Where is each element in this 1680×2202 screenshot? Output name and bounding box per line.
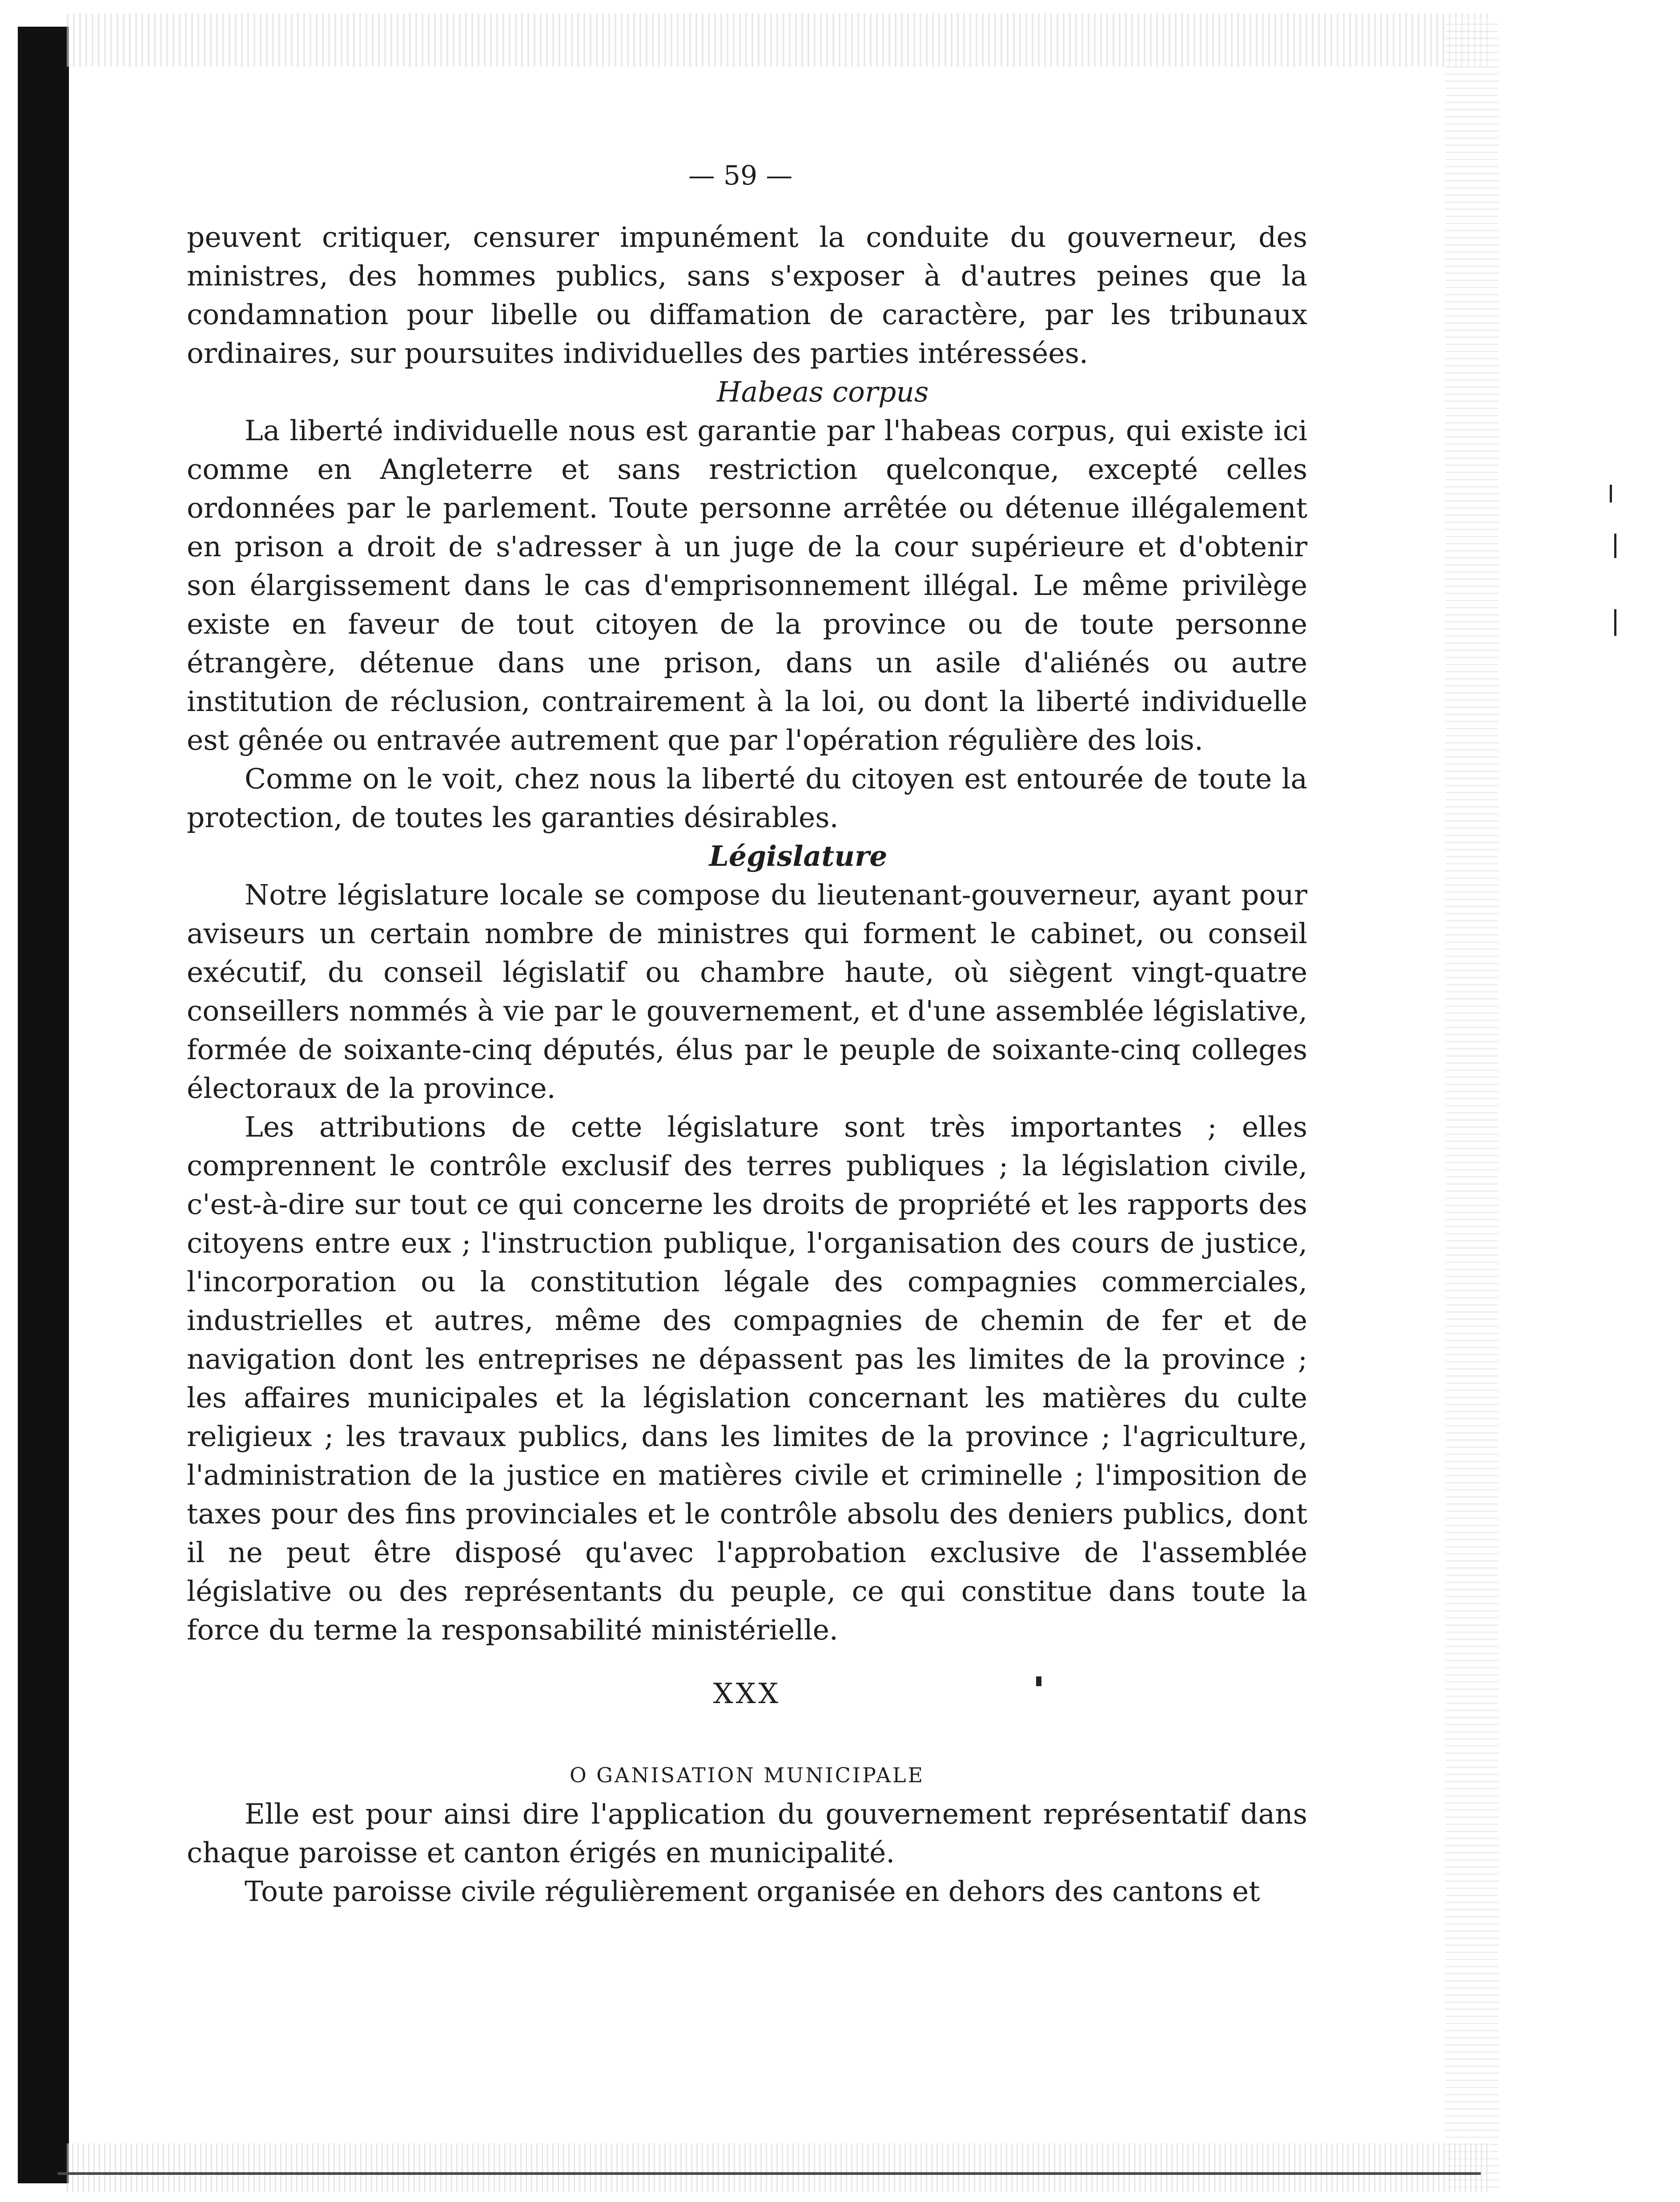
- paragraph-legislature: Notre législature locale se compose du lieutenant-gouverneur, ayant pour aviseurs un certain nombre de ministres qui forment le cabinet, ou conseil exécutif, du conseil législatif ou chambre haute, où siègent vingt-quatre conseillers nommés à vie par le gouvernement, et d'une assemblée législative, formée de soixante-cinq députés, élus par le peuple de soixante-cinq colleges électoraux de la province.: [187, 879, 1307, 1105]
- paragraph-attributions: Les attributions de cette législature sont très importantes ; elles comprennent le contrôle exclusif des terres publiques ; la législation civile, c'est-à-dire sur tout ce qui concerne les droits de propriété et les rapports des citoyens entre eux ; l'instruction publique, l'organisation des cours de justice, l'incorporation ou la constitution légale des compagnies commerciales, industrielles et autres, même des compagnies de chemin de fer et de navigation dont les entreprises ne dépassent pas les limites de la province ; les affaires municipales et la législation concernant les matières du culte religieux ; les travaux publics, dans les limites de la province ; l'agriculture, l'administration de la justice en matières civile et criminelle ; l'imposition de taxes pour des fins provinciales et le contrôle absolu des deniers publics, dont il ne peut être disposé qu'avec l'approbation exclusive de l'assemblée législative ou des représentants du peuple, ce qui constitue dans toute la force du terme la responsabilité ministérielle.: [187, 1111, 1307, 1646]
- page-body: [187, 218, 1307, 1911]
- paragraph-intro: peuvent critiquer, censurer impunément la conduite du gouverneur, des ministres, des hommes publics, sans s'exposer à d'autres peines que la condamnation pour libelle ou diffamation de caractère, par les tribunaux ordinaires, sur poursuites individuelles des parties intéressées.: [187, 221, 1307, 370]
- scan-noise-bottom: [67, 2143, 1490, 2192]
- scan-margin-mark: [1614, 534, 1616, 558]
- scan-margin-mark: [1610, 485, 1612, 502]
- paragraph-parish: Toute paroisse civile régulièrement organisée en dehors des cantons et: [245, 1875, 1260, 1908]
- scan-margin-mark: [1614, 609, 1616, 636]
- book-spine-shadow: [18, 27, 69, 2183]
- scan-noise-right: [1445, 18, 1499, 2188]
- paragraph-habeas-corpus: La liberté individuelle nous est garantie par l'habeas corpus, qui existe ici comme en Angleterre et sans restriction quelconque, excepté celles ordonnées par le parlement. Toute personne arrêtée ou détenue illégalement en prison a droit de s'adresser à un juge de la cour supérieure et d'obtenir son élargissement dans le cas d'emprisonnement illégal. Le même privilège existe en faveur de tout citoyen de la province ou de toute personne étrangère, détenue dans une prison, dans un asile d'aliénés ou autre institution de réclusion, contrairement à la loi, ou dont la liberté individuelle est gênée ou entravée autrement que par l'opération régulière des lois.: [187, 414, 1307, 756]
- scan-noise-top: [67, 13, 1490, 67]
- paragraph-protection: Comme on le voit, chez nous la liberté du citoyen est entourée de toute la protection, de toutes les garanties désirables.: [187, 763, 1307, 834]
- chapter-number: XXX: [713, 1677, 781, 1710]
- subtitle-habeas-corpus: Habeas corpus: [716, 376, 929, 408]
- paragraph-municipal-intro: Elle est pour ainsi dire l'application du gouvernement représentatif dans chaque paroisse et canton érigés en municipalité.: [187, 1798, 1307, 1869]
- scan-speck: [1036, 1676, 1041, 1686]
- subtitle-legislature: Législature: [709, 840, 888, 872]
- page-number: — 59 —: [688, 160, 793, 191]
- page-bottom-edge: [58, 2172, 1481, 2175]
- chapter-title: O GANISATION MUNICIPALE: [569, 1763, 925, 1787]
